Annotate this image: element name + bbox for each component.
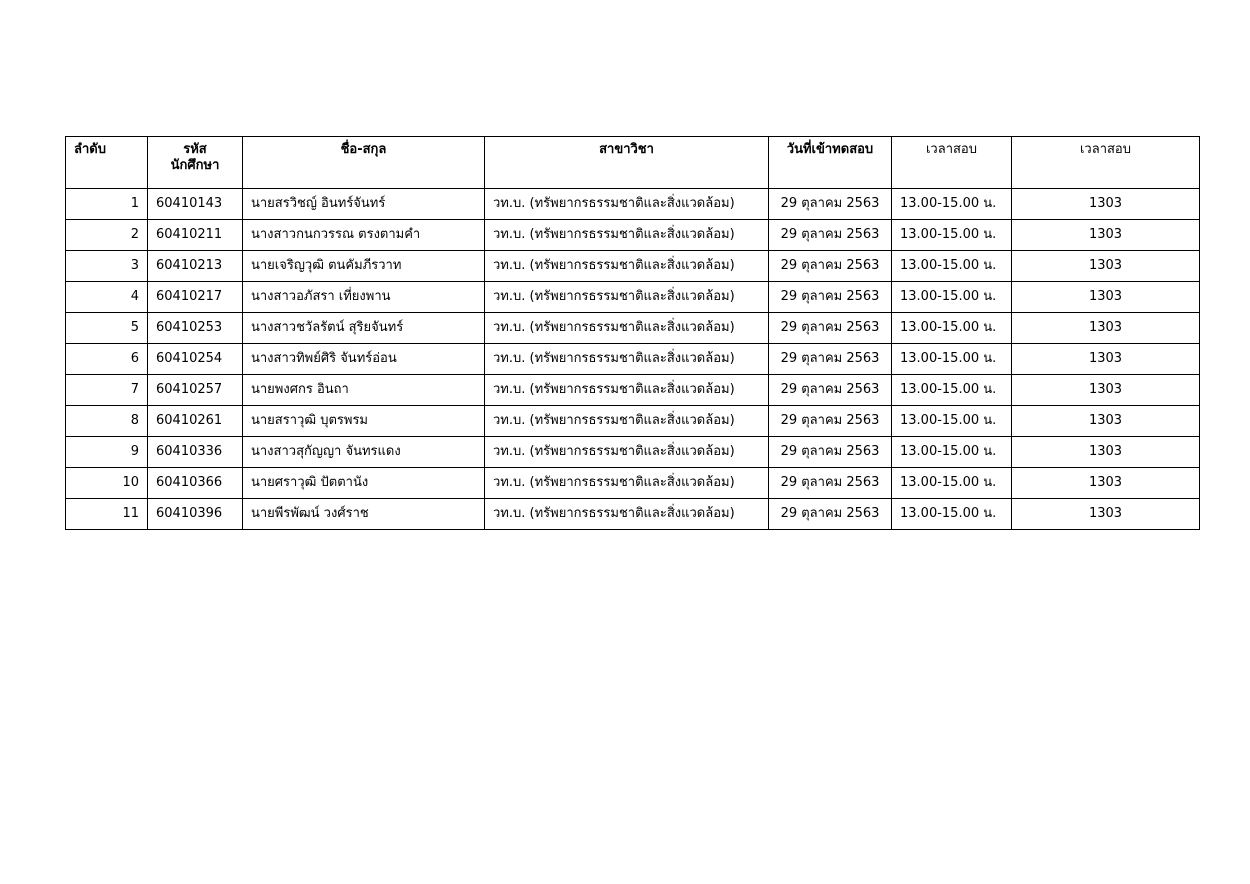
cell-index: 6 bbox=[66, 344, 148, 375]
cell-exam-time: 13.00-15.00 น. bbox=[892, 468, 1012, 499]
cell-index: 8 bbox=[66, 406, 148, 437]
table-row bbox=[66, 282, 1200, 313]
header-student-id-line2: นักศึกษา bbox=[170, 158, 220, 173]
table-row bbox=[66, 437, 1200, 468]
cell-name: นางสาวกนกวรรณ ตรงตามคำ bbox=[243, 220, 485, 251]
cell-name: นายสราวุฒิ บุตรพรม bbox=[243, 406, 485, 437]
cell-exam-time: 13.00-15.00 น. bbox=[892, 437, 1012, 468]
table-row bbox=[66, 375, 1200, 406]
table-header-row bbox=[66, 137, 1200, 189]
header-student-id bbox=[148, 137, 243, 189]
cell-room: 1303 bbox=[1012, 375, 1200, 406]
cell-student-id: 60410143 bbox=[148, 189, 243, 220]
cell-program: วท.บ. (ทรัพยากรธรรมชาติและสิ่งแวดล้อม) bbox=[485, 406, 769, 437]
cell-exam-date: 29 ตุลาคม 2563 bbox=[769, 406, 892, 437]
cell-exam-date: 29 ตุลาคม 2563 bbox=[769, 344, 892, 375]
cell-name: นายศราวุฒิ ปัตตานัง bbox=[243, 468, 485, 499]
cell-index: 2 bbox=[66, 220, 148, 251]
cell-index: 9 bbox=[66, 437, 148, 468]
cell-index: 5 bbox=[66, 313, 148, 344]
cell-student-id: 60410257 bbox=[148, 375, 243, 406]
table-row bbox=[66, 344, 1200, 375]
table-row bbox=[66, 189, 1200, 220]
cell-program: วท.บ. (ทรัพยากรธรรมชาติและสิ่งแวดล้อม) bbox=[485, 375, 769, 406]
cell-room: 1303 bbox=[1012, 499, 1200, 530]
table-row bbox=[66, 220, 1200, 251]
cell-name: นางสาวทิพย์ศิริ จันทร์อ่อน bbox=[243, 344, 485, 375]
cell-exam-time: 13.00-15.00 น. bbox=[892, 344, 1012, 375]
cell-program: วท.บ. (ทรัพยากรธรรมชาติและสิ่งแวดล้อม) bbox=[485, 313, 769, 344]
cell-student-id: 60410254 bbox=[148, 344, 243, 375]
header-program: สาขาวิชา bbox=[485, 137, 769, 189]
cell-student-id: 60410217 bbox=[148, 282, 243, 313]
exam-roster-table bbox=[65, 136, 1200, 530]
cell-exam-time: 13.00-15.00 น. bbox=[892, 220, 1012, 251]
cell-program: วท.บ. (ทรัพยากรธรรมชาติและสิ่งแวดล้อม) bbox=[485, 189, 769, 220]
cell-room: 1303 bbox=[1012, 344, 1200, 375]
cell-exam-time: 13.00-15.00 น. bbox=[892, 313, 1012, 344]
table-row bbox=[66, 468, 1200, 499]
cell-name: นางสาวชวัลรัตน์ สุริยจันทร์ bbox=[243, 313, 485, 344]
cell-exam-date: 29 ตุลาคม 2563 bbox=[769, 282, 892, 313]
header-name: ชื่อ-สกุล bbox=[243, 137, 485, 189]
table-row bbox=[66, 313, 1200, 344]
cell-index: 4 bbox=[66, 282, 148, 313]
header-exam-date: วันที่เข้าทดสอบ bbox=[769, 137, 892, 189]
cell-exam-time: 13.00-15.00 น. bbox=[892, 189, 1012, 220]
cell-room: 1303 bbox=[1012, 313, 1200, 344]
exam-roster-sheet bbox=[65, 136, 1200, 530]
cell-student-id: 60410366 bbox=[148, 468, 243, 499]
cell-student-id: 60410211 bbox=[148, 220, 243, 251]
cell-room: 1303 bbox=[1012, 437, 1200, 468]
cell-index: 3 bbox=[66, 251, 148, 282]
cell-exam-time: 13.00-15.00 น. bbox=[892, 251, 1012, 282]
cell-room: 1303 bbox=[1012, 220, 1200, 251]
cell-exam-date: 29 ตุลาคม 2563 bbox=[769, 468, 892, 499]
cell-name: นายพีรพัฒน์ วงศ์ราช bbox=[243, 499, 485, 530]
cell-program: วท.บ. (ทรัพยากรธรรมชาติและสิ่งแวดล้อม) bbox=[485, 499, 769, 530]
table-row bbox=[66, 499, 1200, 530]
cell-name: นายเจริญวุฒิ ตนคัมภีรวาท bbox=[243, 251, 485, 282]
cell-index: 1 bbox=[66, 189, 148, 220]
table-body bbox=[66, 189, 1200, 530]
cell-exam-date: 29 ตุลาคม 2563 bbox=[769, 251, 892, 282]
cell-student-id: 60410253 bbox=[148, 313, 243, 344]
cell-exam-date: 29 ตุลาคม 2563 bbox=[769, 313, 892, 344]
table-row bbox=[66, 251, 1200, 282]
cell-exam-date: 29 ตุลาคม 2563 bbox=[769, 189, 892, 220]
cell-exam-date: 29 ตุลาคม 2563 bbox=[769, 375, 892, 406]
cell-room: 1303 bbox=[1012, 189, 1200, 220]
cell-name: นายพงศกร อินถา bbox=[243, 375, 485, 406]
cell-exam-time: 13.00-15.00 น. bbox=[892, 406, 1012, 437]
cell-student-id: 60410396 bbox=[148, 499, 243, 530]
cell-index: 11 bbox=[66, 499, 148, 530]
cell-name: นางสาวสุกัญญา จันทรแดง bbox=[243, 437, 485, 468]
cell-exam-time: 13.00-15.00 น. bbox=[892, 499, 1012, 530]
header-room: เวลาสอบ bbox=[1012, 137, 1200, 189]
cell-index: 10 bbox=[66, 468, 148, 499]
cell-exam-date: 29 ตุลาคม 2563 bbox=[769, 437, 892, 468]
cell-student-id: 60410261 bbox=[148, 406, 243, 437]
cell-program: วท.บ. (ทรัพยากรธรรมชาติและสิ่งแวดล้อม) bbox=[485, 220, 769, 251]
cell-program: วท.บ. (ทรัพยากรธรรมชาติและสิ่งแวดล้อม) bbox=[485, 437, 769, 468]
cell-program: วท.บ. (ทรัพยากรธรรมชาติและสิ่งแวดล้อม) bbox=[485, 468, 769, 499]
cell-name: นายสรวิชญ์ อินทร์จันทร์ bbox=[243, 189, 485, 220]
header-exam-time: เวลาสอบ bbox=[892, 137, 1012, 189]
cell-name: นางสาวอภัสรา เที่ยงพาน bbox=[243, 282, 485, 313]
cell-room: 1303 bbox=[1012, 468, 1200, 499]
cell-room: 1303 bbox=[1012, 251, 1200, 282]
cell-exam-time: 13.00-15.00 น. bbox=[892, 282, 1012, 313]
cell-room: 1303 bbox=[1012, 406, 1200, 437]
cell-program: วท.บ. (ทรัพยากรธรรมชาติและสิ่งแวดล้อม) bbox=[485, 344, 769, 375]
cell-student-id: 60410213 bbox=[148, 251, 243, 282]
cell-exam-date: 29 ตุลาคม 2563 bbox=[769, 499, 892, 530]
cell-room: 1303 bbox=[1012, 282, 1200, 313]
cell-student-id: 60410336 bbox=[148, 437, 243, 468]
cell-program: วท.บ. (ทรัพยากรธรรมชาติและสิ่งแวดล้อม) bbox=[485, 251, 769, 282]
cell-exam-time: 13.00-15.00 น. bbox=[892, 375, 1012, 406]
cell-index: 7 bbox=[66, 375, 148, 406]
cell-exam-date: 29 ตุลาคม 2563 bbox=[769, 220, 892, 251]
header-student-id-line1: รหัส bbox=[183, 142, 207, 157]
cell-program: วท.บ. (ทรัพยากรธรรมชาติและสิ่งแวดล้อม) bbox=[485, 282, 769, 313]
header-index: ลำดับ bbox=[66, 137, 148, 189]
table-row bbox=[66, 406, 1200, 437]
